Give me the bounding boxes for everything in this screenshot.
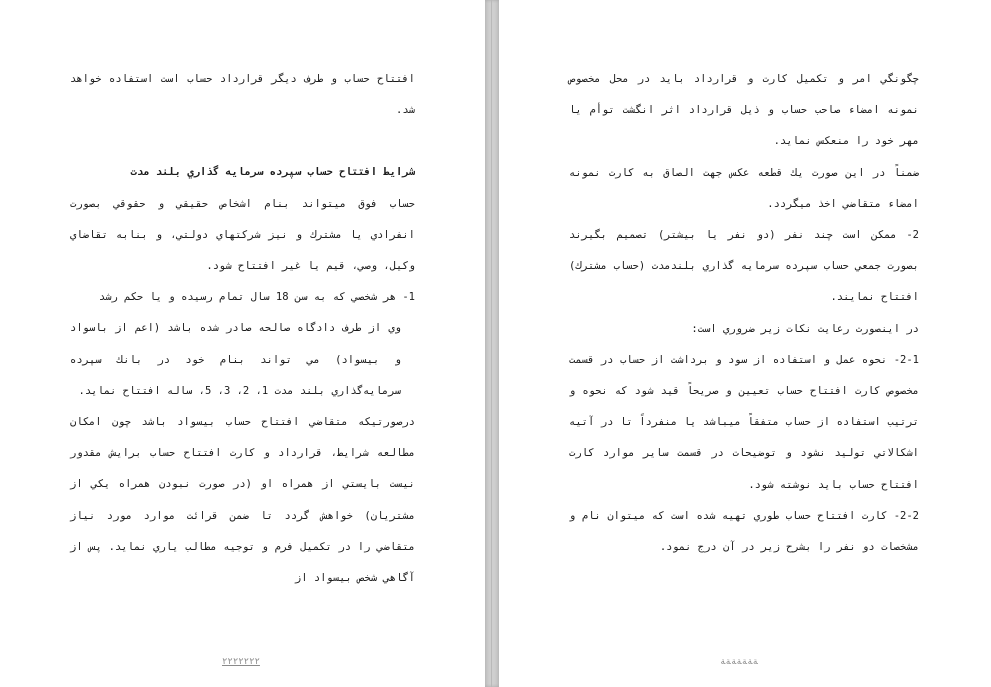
right-paragraph-1: چگونگي امر و تكميل كارت و قرارداد بايد در محل مخصوص نمونه امضاء صاحب حساب و ذيل قرارداد اثر انگشت توأم يا مهر خود را منعكس نمايد. bbox=[569, 73, 919, 148]
section-heading: شرايط افتتاح حساب سپرده سرمايه گذاري بلند مدت bbox=[130, 166, 415, 179]
right-paragraph-6: 2-2- كارت افتتاح حساب طوري تهيه شده است كه ميتوان نام و مشخصات دو نفر را بشرح زير در آن درج نمود. bbox=[569, 509, 919, 554]
left-paragraph-1: افتتاح حساب و طرف ديگر قرارداد حساب است استفاده خواهد شد. bbox=[70, 73, 415, 117]
left-paragraph-2: حساب فوق ميتواند بنام اشخاص حقيقي و حقوقي بصورت انفرادي يا مشترك و نيز شركتهاي دولتي، و بنابه تقاضاي وكيل، وصي، قيم يا غير افتتاح شود. bbox=[70, 197, 415, 273]
right-paragraph-3: 2- ممكن است چند نفر (دو نفر يا بيشتر) تصميم بگيرند بصورت جمعي حساب سپرده سرمايه گذاري بلندمدت (حساب مشترك) افتتاح نمايند. bbox=[569, 229, 919, 304]
right-page-text bbox=[569, 64, 919, 563]
paragraph-spacer bbox=[70, 126, 415, 157]
page-gutter bbox=[485, 0, 499, 687]
left-page-text bbox=[70, 64, 415, 594]
right-paragraph-5: 2-1- نحوه عمل و استفاده از سود و برداشت از حساب در قسمت مخصوص كارت افتتاح حساب تعيين و صريحاً قيد شود كه نحوه و ترتيب استفاده از حساب متفقاً ميباشد يا منفرداً تا در آتيه اشكالاتي توليد نشود و توضيحات در قسمت ساير موارد كارت افتتاح حساب بايد نوشته شود. bbox=[569, 353, 919, 491]
right-paragraph-2: ضمناً در اين صورت يك قطعه عكس جهت الصاق به كارت نمونه امضاء متقاضي اخذ ميگردد. bbox=[569, 166, 919, 210]
left-paragraph-3-lead: 1- هر شخصي كه به سن 18 سال تمام رسيده و يا حكم رشد bbox=[98, 291, 415, 304]
left-page bbox=[0, 0, 485, 687]
right-page-footer: ﺔﺔﺔﺔﺔﺔﺔ bbox=[720, 657, 758, 667]
left-page-footer: ٢٢٢٢٢٢٢ bbox=[222, 657, 260, 667]
left-paragraph-4: درصورتيكه متقاضي افتتاح حساب بيسواد باشد چون امكان مطالعه شرايط، قرارداد و كارت افتتاح حساب برايش مقدور نيست بايستي از همراه او (در صورت نبودن همراه يكي از مشتريان) خواهش گردد تا ضمن قرائت موارد مورد نياز متقاضي را در تكميل فرم و توجيه مطالب ياري نمايد. پس از آگاهي شخص بيسواد از bbox=[70, 416, 415, 585]
left-paragraph-3-body: وي از طرف دادگاه صالحه صادر شده باشد (اعم از باسواد و بيسواد) مي تواند بنام خود در بانك سپرده سرمايه‌گذاري بلند مدت 1، 2، 3، 5، ساله افتتاح نمايد. bbox=[70, 322, 401, 397]
right-paragraph-4: در اينصورت رعايت نكات زير ضروري است: bbox=[691, 322, 919, 335]
right-page bbox=[499, 0, 991, 687]
